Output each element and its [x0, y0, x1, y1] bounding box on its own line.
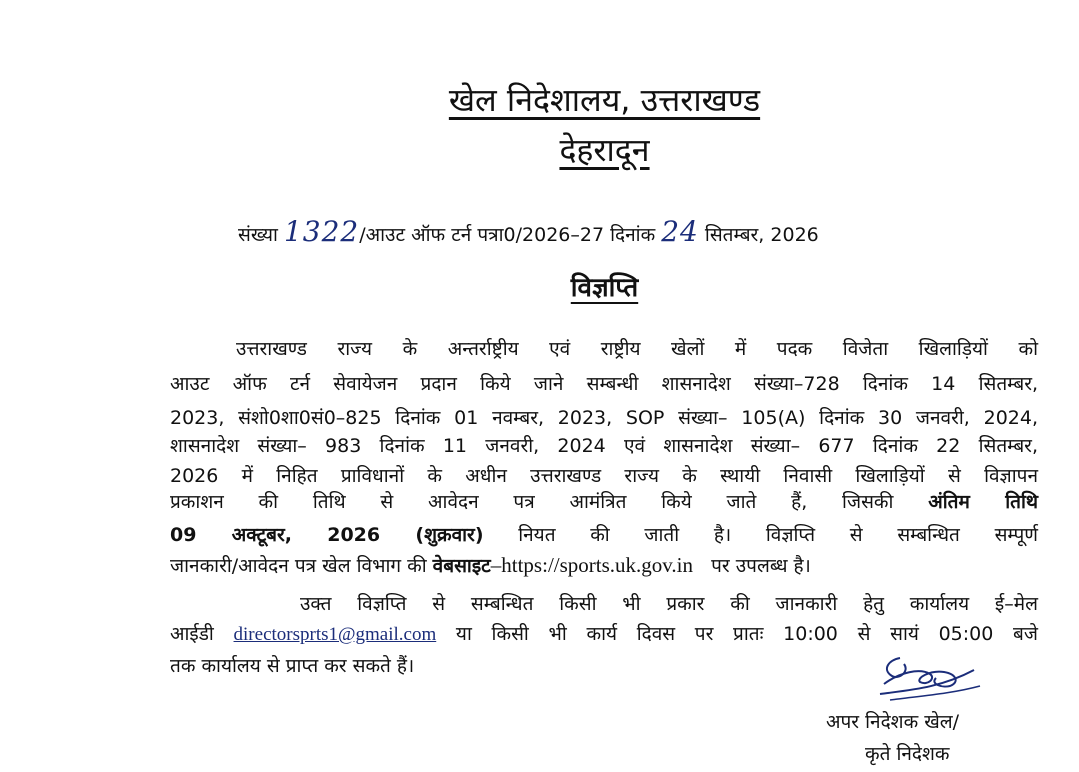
body-line-11: तक कार्यालय से प्राप्त कर सकते हैं।: [170, 655, 415, 677]
body-line-8: [170, 552, 1038, 578]
office-title: खेल निदेशालय, उत्तराखण्ड: [448, 81, 761, 119]
body-line-3: 2023, संशो0शा0सं0–825 दिनांक 01 नवम्बर, 2023, SOP संख्या– 105(A) दिनांक 30 जनवरी, 2024,: [170, 407, 1038, 429]
reference-prefix: संख्या: [238, 224, 278, 246]
body-line-8-text: जानकारी/आवेदन पत्र खेल विभाग की: [170, 555, 427, 577]
email-prefix: आईडी: [170, 623, 214, 645]
reference-number: 1322: [283, 215, 360, 248]
signatory-on-behalf: कृते निदेशक: [865, 743, 950, 765]
reference-date: सितम्बर, 2026: [704, 224, 819, 246]
body-line-6-text: प्रकाशन की तिथि से आवेदन पत्र आमंत्रित किये जाते हैं, जिसकी: [170, 491, 894, 513]
reference-day: 24: [661, 215, 699, 248]
body-line-6: [170, 488, 1038, 514]
last-date-value: 09 अक्टूबर, 2026 (शुक्रवार): [170, 524, 484, 546]
body-line-5: 2026 में निहित प्राविधानों के अधीन उत्तराखण्ड राज्य के स्थायी निवासी खिलाड़ियों से विज्ञापन: [170, 465, 1038, 487]
body-line-4: शासनादेश संख्या– 983 दिनांक 11 जनवरी, 2024 एवं शासनादेश संख्या– 677 दिनांक 22 सितम्बर,: [170, 435, 1038, 457]
signature-mark: [870, 650, 985, 708]
body-line-9: उक्त विज्ञप्ति से सम्बन्धित किसी भी प्रकार की जानकारी हेतु कार्यालय ई–मेल: [300, 593, 1038, 615]
body-line-2: आउट ऑफ टर्न सेवायेजन प्रदान किये जाने सम्बन्धी शासनादेश संख्या–728 दिनांक 14 सितम्बर,: [170, 373, 1038, 395]
body-line-1: उत्तराखण्ड राज्य के अन्तर्राष्ट्रीय एवं राष्ट्रीय खेलों में पदक विजेता खिलाड़ियों को: [236, 338, 1038, 360]
reference-line: [238, 215, 819, 248]
notice-heading: विज्ञप्ति: [570, 273, 639, 303]
reference-code: /आउट ऑफ टर्न पत्रा0/2026–27 दिनांक: [359, 224, 656, 246]
office-city: देहरादून: [559, 131, 650, 169]
body-line-8-tail: पर उपलब्ध है।: [711, 555, 811, 577]
body-line-10-tail: या किसी भी कार्य दिवस पर प्रातः 10:00 से सायं 05:00 बजे: [455, 623, 1038, 645]
signatory-designation: अपर निदेशक खेल/: [826, 711, 960, 733]
website-url[interactable]: –https://sports.uk.gov.in: [490, 553, 694, 577]
website-label: वेबसाइट: [432, 555, 491, 577]
last-date-label: अंतिम तिथि: [928, 491, 1039, 513]
body-line-10: [170, 620, 1038, 646]
body-line-7-text: नियत की जाती है। विज्ञप्ति से सम्बन्धित सम्पूर्ण: [518, 524, 1039, 546]
body-line-7: [170, 521, 1038, 547]
email-link[interactable]: directorsprts1@gmail.com: [233, 624, 437, 645]
